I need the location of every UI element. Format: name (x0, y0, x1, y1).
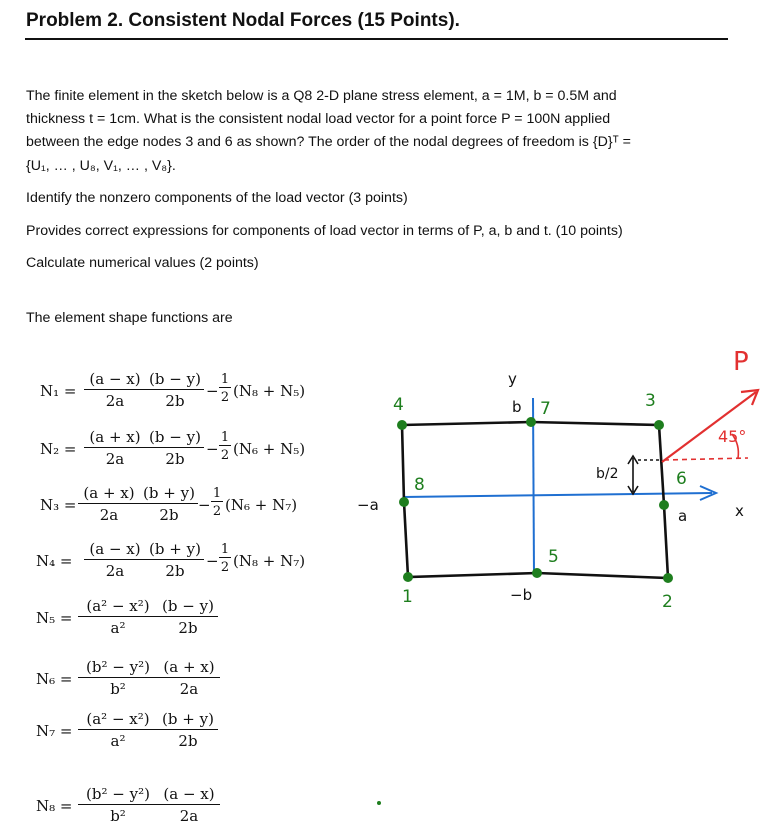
node-label-1: 1 (402, 587, 413, 607)
task-numerical: Calculate numerical values (2 points) (26, 255, 259, 271)
horizontal-reference (664, 458, 748, 460)
node-7-marker (526, 417, 536, 427)
neg-b-label: −b (510, 586, 533, 604)
y-axis-label: y (508, 370, 517, 388)
node-6-marker (659, 500, 669, 510)
node-label-8: 8 (414, 475, 425, 495)
node-4-marker (397, 420, 407, 430)
neg-a-label: −a (357, 496, 379, 514)
task-identify: Identify the nonzero components of the load vector (3 points) (26, 190, 408, 206)
element-boundary (402, 422, 668, 578)
shape-intro: The element shape functions are (26, 310, 233, 326)
x-axis (403, 493, 712, 497)
pos-a-label: a (678, 507, 688, 525)
node-label-6: 6 (676, 469, 687, 489)
node-label-4: 4 (393, 395, 404, 415)
problem-text-line-1: The finite element in the sketch below is a Q8 2-D plane stress element, a = 1M, b = 0.5M and (26, 88, 617, 104)
node-label-7: 7 (540, 399, 551, 419)
pos-b-label: b (512, 398, 522, 416)
x-axis-label: x (735, 502, 744, 520)
node-3-marker (654, 420, 664, 430)
stray-dot (377, 801, 381, 805)
node-label-3: 3 (645, 391, 656, 411)
force-label: P (733, 347, 749, 377)
node-8-marker (399, 497, 409, 507)
element-sketch (340, 330, 780, 620)
node-2-marker (663, 573, 673, 583)
node-1-marker (403, 572, 413, 582)
b-half-label: b/2 (596, 466, 619, 482)
problem-title: Problem 2. Consistent Nodal Forces (15 Points). (26, 10, 460, 31)
node-label-2: 2 (662, 592, 673, 612)
problem-text-line-4: {U₁, … , U₈, V₁, … , V₈}. (26, 158, 176, 174)
title-rule (25, 38, 728, 40)
node-5-marker (532, 568, 542, 578)
problem-text-line-2: thickness t = 1cm. What is the consistent nodal load vector for a point force P = 100N applied (26, 111, 611, 127)
task-expressions: Provides correct expressions for components of load vector in terms of P, a, b and t. (10 points) (26, 223, 623, 239)
node-label-5: 5 (548, 547, 559, 567)
problem-text-line-3: between the edge nodes 3 and 6 as shown? The order of the nodal degrees of freedom is {D}ᵀ = (26, 134, 631, 150)
angle-label: 45° (718, 427, 747, 446)
